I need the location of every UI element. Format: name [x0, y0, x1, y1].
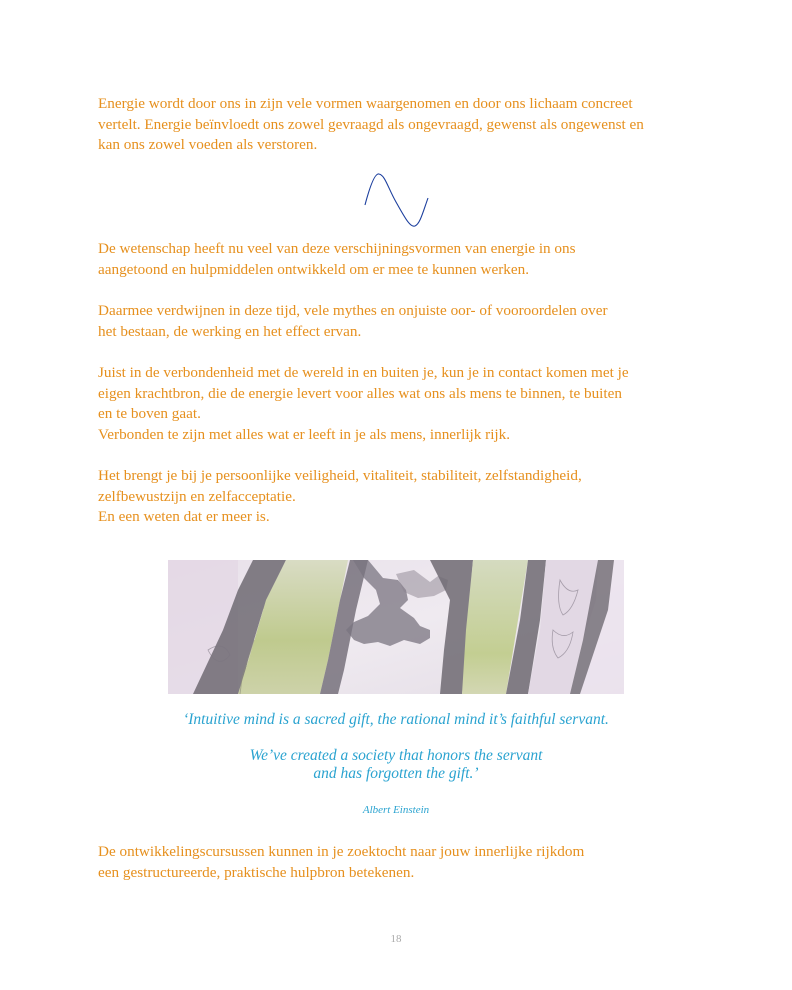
quote-author: Albert Einstein	[362, 804, 430, 816]
myths-line: het bestaan, de werking en het effect ervan.	[98, 322, 362, 340]
connection-line: eigen krachtbron, die de energie levert voor alles wat ons als mens te binnen, te buiten	[98, 384, 622, 402]
science-line: De wetenschap heeft nu veel van deze verschijningsvormen van energie in ons	[98, 240, 576, 257]
intro-line: kan ons zowel voeden als verstoren.	[98, 136, 318, 154]
quote-line-2b: and has forgotten the gift.’	[313, 765, 479, 782]
benefits-line: zelfbewustzijn en zelfacceptatie.	[98, 487, 296, 505]
benefits-line: Het brengt je bij je persoonlijke veiligheid, vitaliteit, stabiliteit, zelfstandigheid,	[98, 467, 582, 484]
quote-line-2	[0, 747, 792, 783]
intro-line: Energie wordt door ons in zijn vele vormen waargenomen en door ons lichaam concreet	[98, 95, 633, 112]
benefits-line: En een weten dat er meer is.	[98, 508, 270, 526]
closing-paragraph	[98, 842, 708, 883]
stained-glass-shadow-photo	[168, 560, 624, 694]
connection-line: en te boven gaat.	[98, 405, 201, 423]
sine-wave-icon	[360, 168, 434, 232]
connection-line: Juist in de verbondenheid met de wereld in en buiten je, kun je in contact komen met je	[98, 364, 629, 381]
closing-line: een gestructureerde, praktische hulpbron betekenen.	[98, 863, 415, 881]
intro-paragraph	[98, 94, 708, 156]
myths-line: Daarmee verdwijnen in deze tijd, vele mythes en onjuiste oor- of vooroordelen over	[98, 302, 608, 319]
connection-paragraph	[98, 363, 708, 445]
closing-line: De ontwikkelingscursussen kunnen in je zoektocht naar jouw innerlijke rijkdom	[98, 843, 585, 860]
quote-line-2a: We’ve created a society that honors the servant	[249, 747, 543, 764]
myths-paragraph	[98, 301, 708, 342]
intro-line: vertelt. Energie beïnvloedt ons zowel gevraagd als ongevraagd, gewenst als ongewenst en	[98, 115, 644, 133]
quote-line-1: ‘Intuitive mind is a sacred gift, the rational mind it’s faithful servant.	[183, 711, 609, 728]
page-number: 18	[390, 933, 402, 945]
benefits-paragraph	[98, 466, 708, 528]
science-paragraph	[98, 239, 708, 280]
connection-line: Verbonden te zijn met alles wat er leeft in je als mens, innerlijk rijk.	[98, 425, 511, 443]
science-line: aangetoond en hulpmiddelen ontwikkeld om er mee te kunnen werken.	[98, 260, 530, 278]
